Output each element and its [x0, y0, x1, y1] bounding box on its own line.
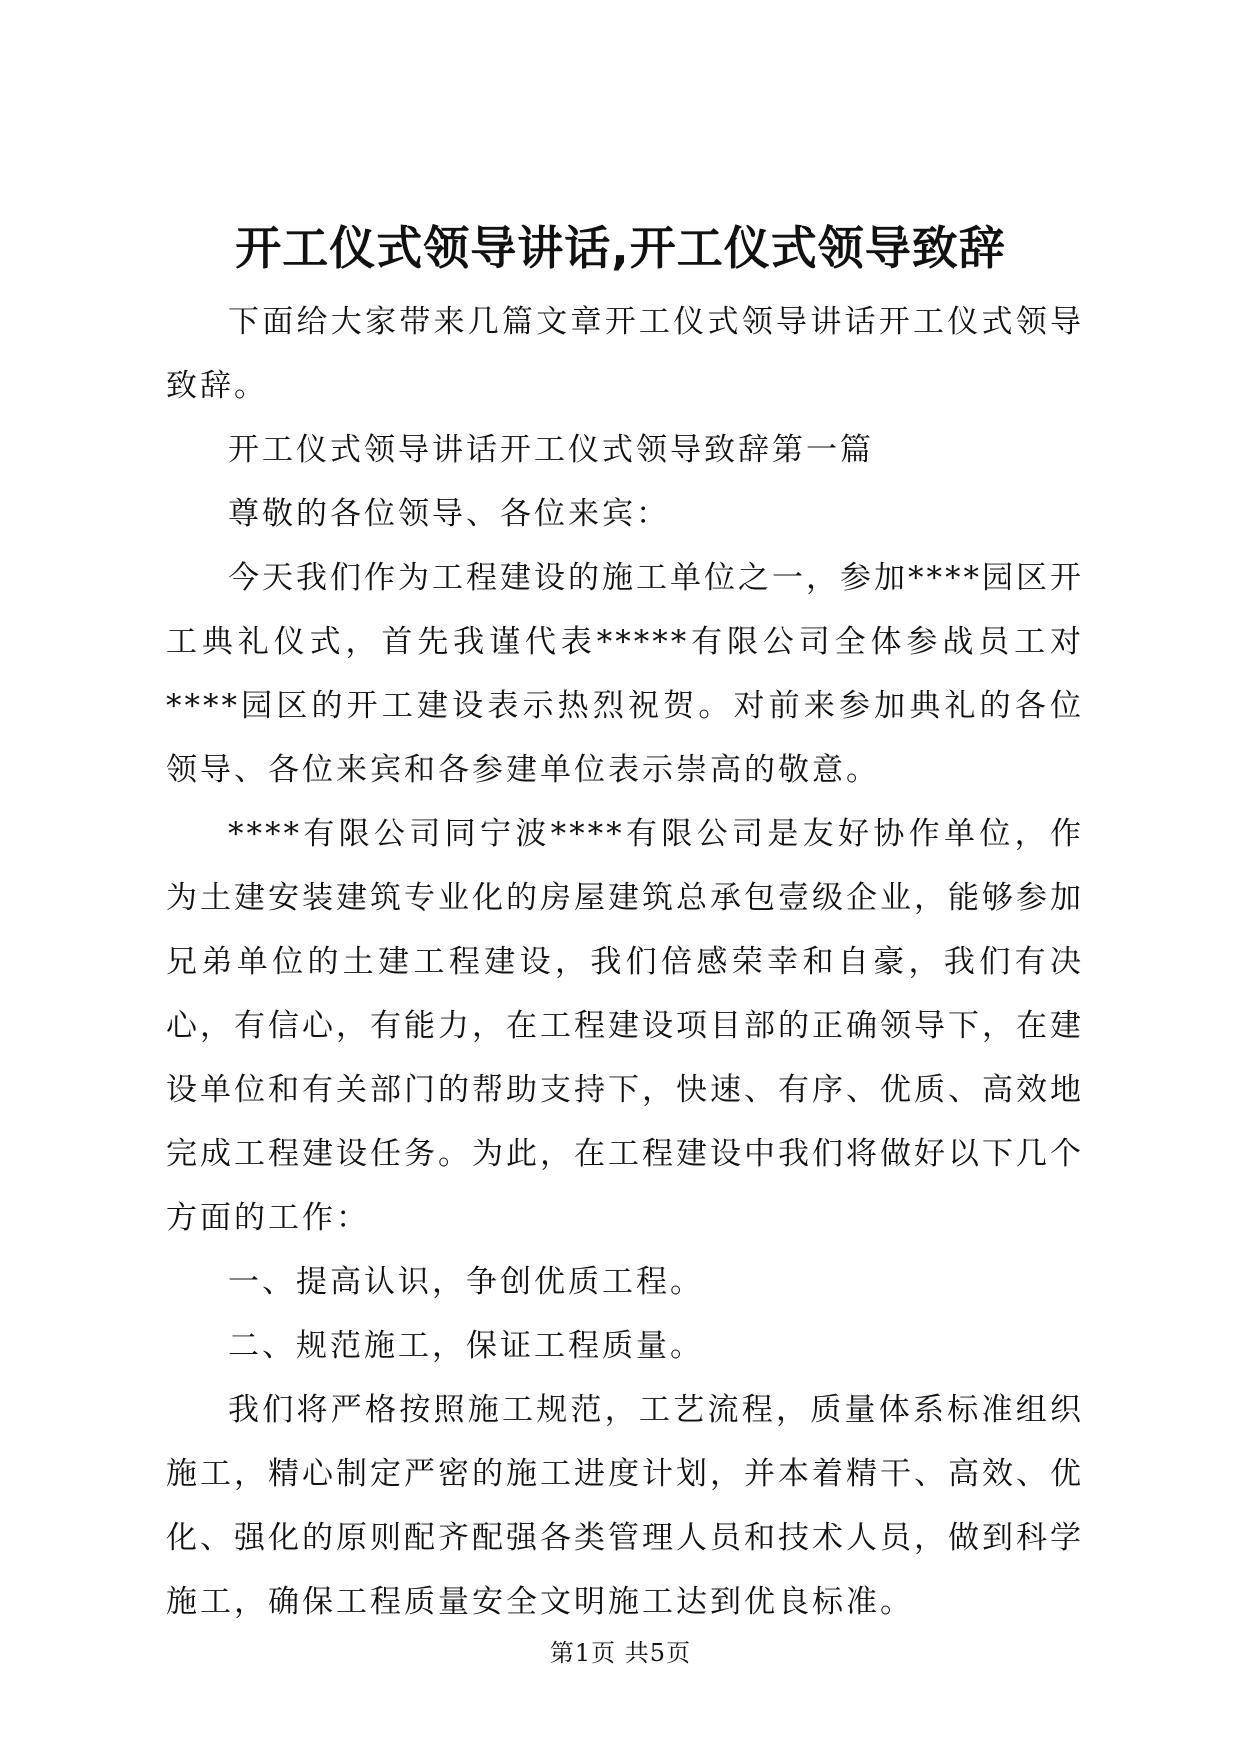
body-paragraph: 我们将严格按照施工规范，工艺流程，质量体系标准组织施工，精心制定严密的施工进度计划，并本着精干、高效、优化、强化的原则配齐配强各类管理人员和技术人员，做到科学施工，确保工程质量安全文明施工达到优良标准。	[166, 1392, 1084, 1620]
body-paragraph: ****有限公司同宁波****有限公司是友好协作单位，作为土建安装建筑专业化的房屋建筑总承包壹级企业，能够参加兄弟单位的土建工程建设，我们倍感荣幸和自豪，我们有决心，有信心，有能力，在工程建设项目部的正确领导下，在建设单位和有关部门的帮助支持下，快速、有序、优质、高效地完成工程建设任务。为此，在工程建设中我们将做好以下几个方面的工作：	[166, 816, 1084, 1236]
document-title: 开工仪式领导讲话,开工仪式领导致辞	[235, 221, 1006, 275]
body-paragraph: 今天我们作为工程建设的施工单位之一，参加****园区开工典礼仪式，首先我谨代表*****有限公司全体参战员工对****园区的开工建设表示热烈祝贺。对前来参加典礼的各位领导、各位来宾和各参建单位表示崇高的敬意。	[166, 560, 1084, 788]
section-heading: 开工仪式领导讲话开工仪式领导致辞第一篇	[228, 432, 874, 468]
intro-paragraph: 下面给大家带来几篇文章开工仪式领导讲话开工仪式领导致辞。	[166, 304, 1084, 404]
salutation: 尊敬的各位领导、各位来宾：	[228, 496, 670, 532]
document-body	[166, 290, 1084, 1634]
page-number-footer: 第1页 共5页	[549, 1639, 692, 1667]
list-item: 一、提高认识，争创优质工程。	[228, 1264, 704, 1300]
list-item: 二、规范施工，保证工程质量。	[228, 1328, 704, 1364]
